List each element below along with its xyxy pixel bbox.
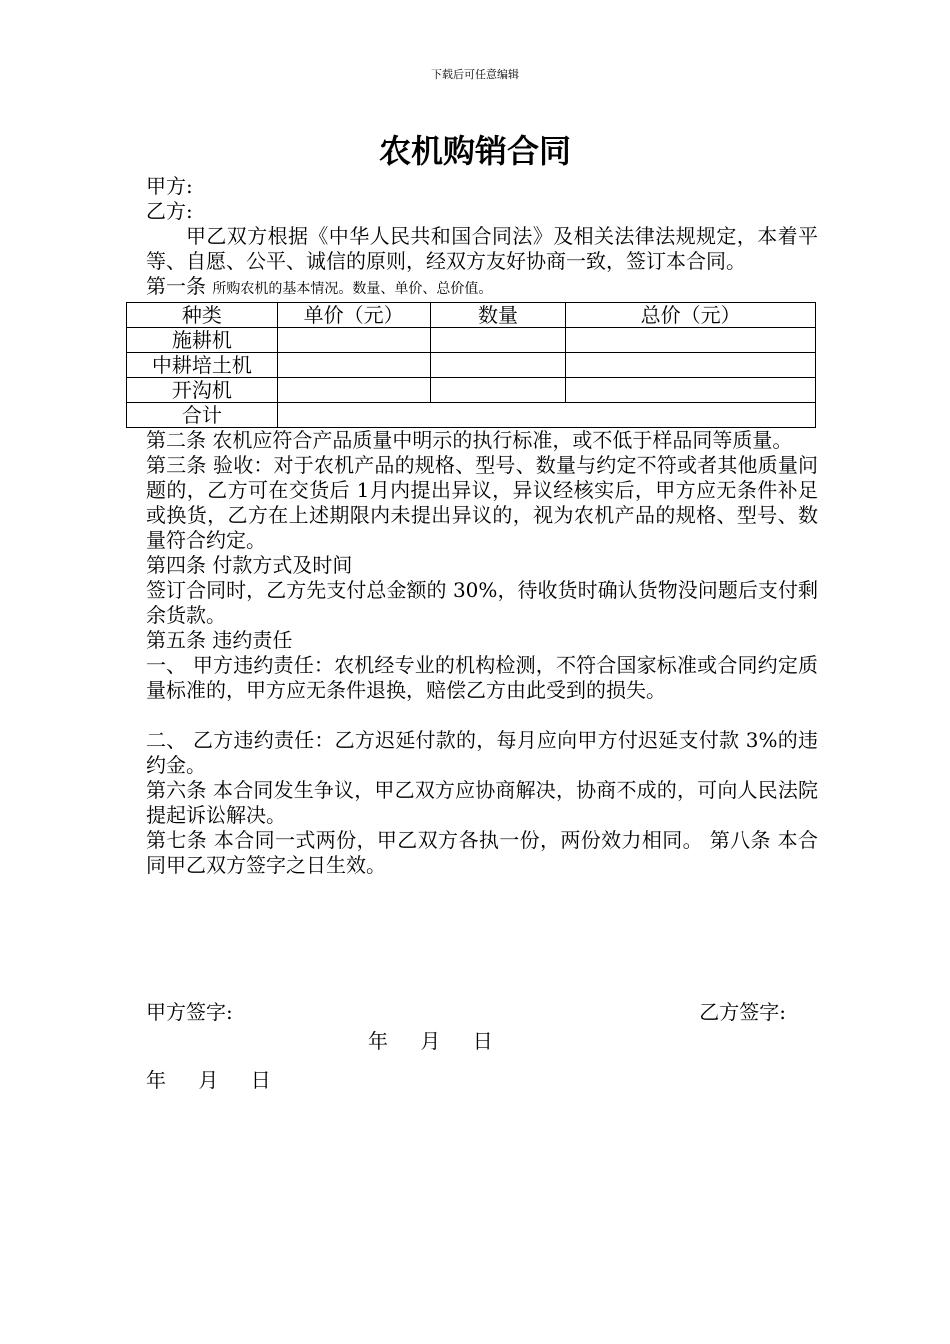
machinery-table — [126, 302, 816, 428]
article-3: 第三条 验收：对于农机产品的规格、型号、数量与约定不符或者其他质量问题的，乙方可在交货后 1月内提出异议，异议经核实后，甲方应无条件补足或换货，乙方在上述期限内未提出异议的，视为农机产品的规格、型号、数量符合约定。 — [146, 453, 818, 552]
table-cell — [277, 378, 430, 403]
table-header-cell: 总价（元） — [566, 303, 816, 328]
article-6: 第六条 本合同发生争议，甲乙双方应协商解决，协商不成的，可向人民法院提起诉讼解决。 — [146, 778, 818, 827]
table-header-cell: 种类 — [127, 303, 278, 328]
article-5-item-2: 二、 乙方违约责任：乙方迟延付款的，每月应向甲方付迟延支付款 3%的违约金。 — [146, 728, 818, 777]
table-row — [127, 328, 816, 353]
article-2: 第二条 农机应符合产品质量中明示的执行标准，或不低于样品同等质量。 — [146, 428, 793, 452]
table-row-label: 开沟机 — [127, 378, 278, 403]
intro-paragraph: 甲乙双方根据《中华人民共和国合同法》及相关法律法规规定，本着平等、自愿、公平、诚信的原则，经双方友好协商一致，签订本合同。 — [146, 224, 818, 273]
signature-row — [146, 1000, 786, 1025]
table-row — [127, 378, 816, 403]
table-row-label: 施耕机 — [127, 328, 278, 353]
article-5-heading: 第五条 违约责任 — [146, 628, 293, 652]
table-cell — [566, 353, 816, 378]
table-row — [127, 353, 816, 378]
table-cell — [277, 353, 430, 378]
table-header-cell: 数量 — [430, 303, 566, 328]
table-cell — [566, 378, 816, 403]
table-total-row — [127, 403, 816, 428]
party-a-line: 甲方: — [146, 174, 193, 198]
article-4-text: 签订合同时，乙方先支付总金额的 30%，待收货时确认货物没问题后支付剩余货款。 — [146, 578, 818, 627]
table-cell — [430, 353, 566, 378]
table-header-row — [127, 303, 816, 328]
spacer — [146, 703, 818, 728]
table-header-cell: 单价（元） — [277, 303, 430, 328]
table-total-cell — [277, 403, 815, 428]
table-cell — [277, 328, 430, 353]
party-b-signature-label: 乙方签字: — [699, 1000, 786, 1024]
header-note: 下载后可任意编辑 — [431, 68, 519, 81]
table-cell — [430, 328, 566, 353]
party-a-date: 年 月 日 — [146, 1068, 271, 1092]
article-1-text: 所购农机的基本情况。数量、单价、总价值。 — [212, 281, 493, 297]
contract-body — [146, 174, 818, 878]
article-4-heading: 第四条 付款方式及时间 — [146, 553, 353, 577]
party-b-date: 年 月 日 — [368, 1029, 493, 1053]
article-7-8: 第七条 本合同一式两份，甲乙双方各执一份，两份效力相同。 第八条 本合同甲乙双方签字之日生效。 — [146, 828, 818, 877]
table-cell — [430, 378, 566, 403]
article-1-heading: 第一条 — [146, 274, 206, 298]
article-5-item-1: 一、 甲方违约责任：农机经专业的机构检测，不符合国家标准或合同约定质量标准的，甲方应无条件退换，赔偿乙方由此受到的损失。 — [146, 653, 818, 702]
document-title: 农机购销合同 — [378, 132, 571, 170]
signature-area — [146, 1000, 786, 1093]
table-row-label: 中耕培土机 — [127, 353, 278, 378]
table-cell — [566, 328, 816, 353]
table-total-label: 合计 — [127, 403, 278, 428]
article-1 — [146, 274, 818, 302]
party-b-line: 乙方: — [146, 199, 193, 223]
party-a-signature-label: 甲方签字: — [146, 1000, 233, 1024]
